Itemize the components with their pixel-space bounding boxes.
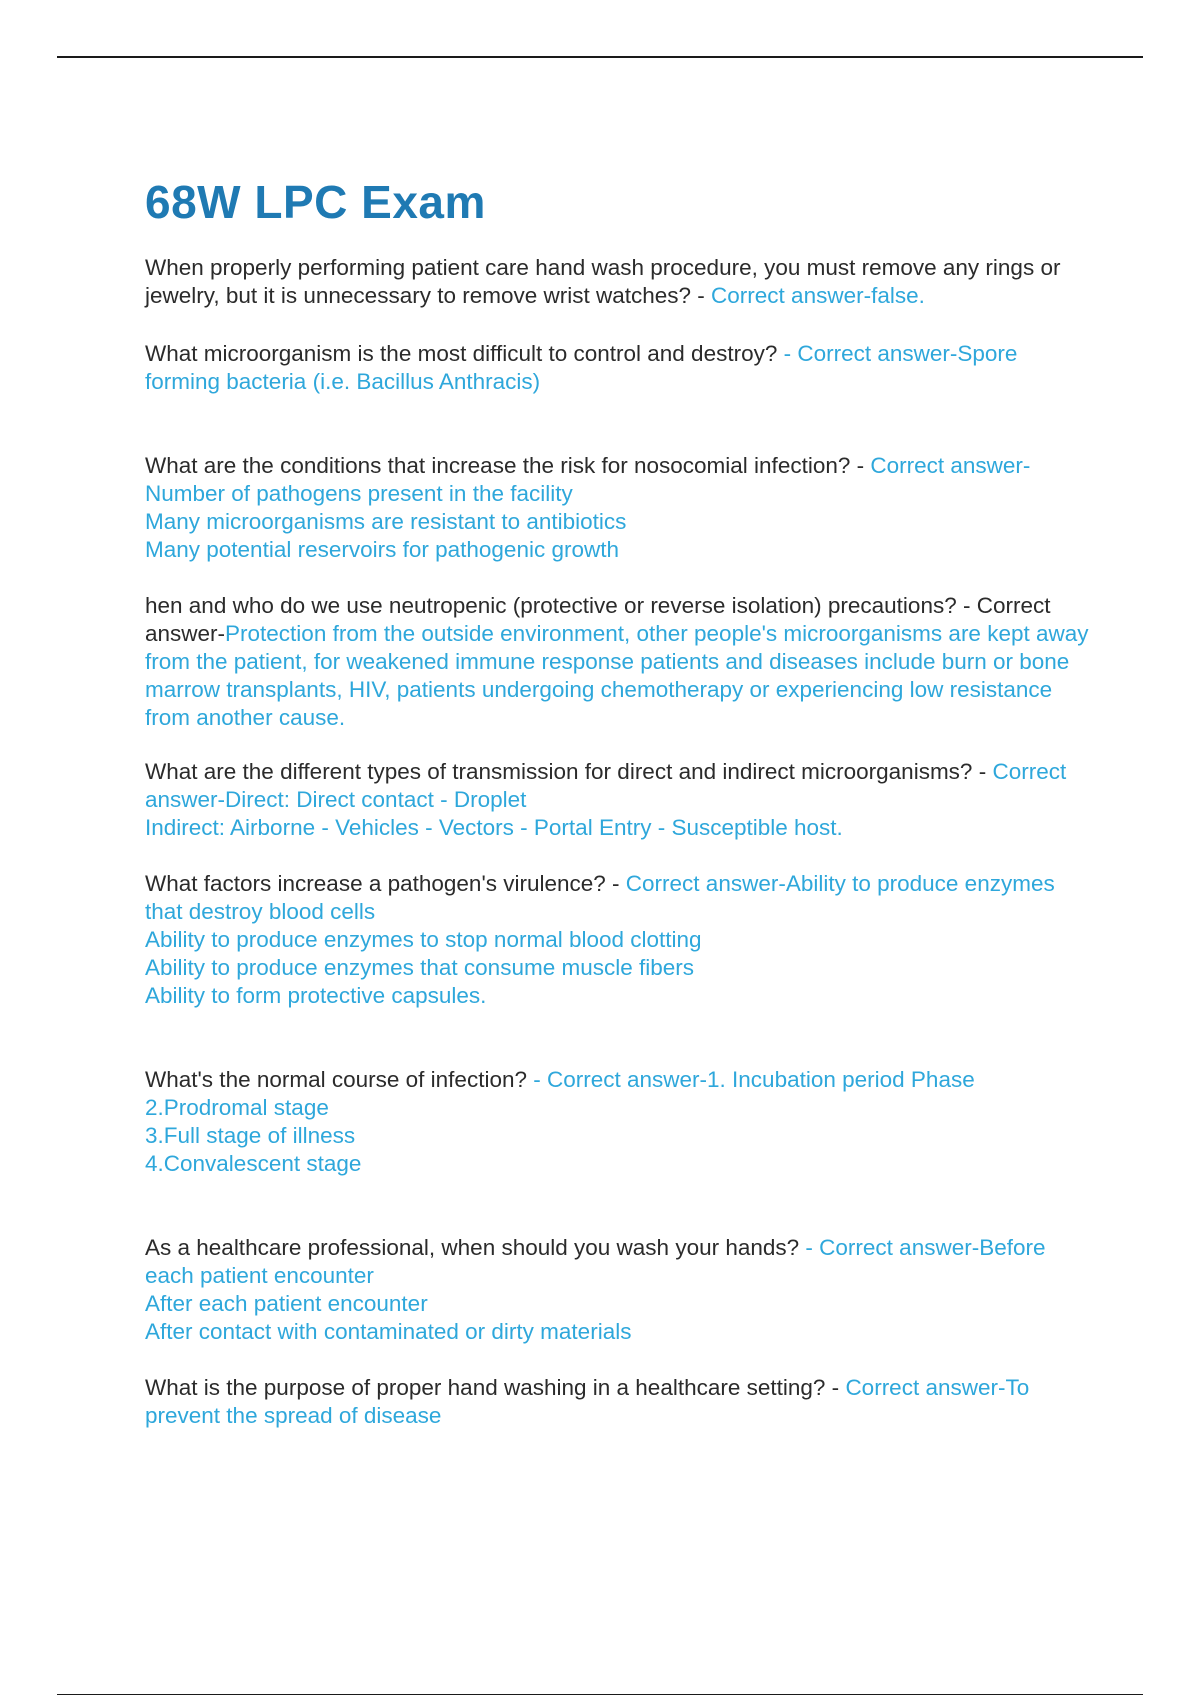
question-text: When properly performing patient care hand wash procedure, you must remove any rings or jewelry, but it is unnecessary to remove wrist watches? -	[145, 255, 1061, 308]
qa-item	[145, 1066, 1090, 1178]
answer-text: Correct answer-To prevent the spread of disease	[145, 1375, 1030, 1428]
bottom-rule	[57, 1694, 1143, 1695]
question-text: What factors increase a pathogen's virulence? -	[145, 871, 626, 896]
question-text: As a healthcare professional, when should you wash your hands?	[145, 1235, 806, 1260]
answer-line: After contact with contaminated or dirty materials	[145, 1319, 632, 1344]
document-title: 68W LPC Exam	[145, 176, 486, 228]
answer-line: Ability to produce enzymes that consume muscle fibers	[145, 955, 694, 980]
qa-item	[145, 592, 1090, 732]
answer-line: After each patient encounter	[145, 1291, 428, 1316]
answer-line: Ability to produce enzymes to stop normal blood clotting	[145, 927, 702, 952]
question-text: What's the normal course of infection?	[145, 1067, 534, 1092]
answer-line: Ability to form protective capsules.	[145, 983, 487, 1008]
question-text: What are the different types of transmission for direct and indirect microorganisms? -	[145, 759, 993, 784]
answer-line: Many microorganisms are resistant to antibiotics	[145, 509, 627, 534]
answer-line: 3.Full stage of illness	[145, 1123, 356, 1148]
answer-line: Indirect: Airborne - Vehicles - Vectors - Portal Entry - Susceptible host.	[145, 815, 843, 840]
qa-item	[145, 340, 1090, 396]
answer-text: - Correct answer-Before each patient encounter	[145, 1235, 1046, 1288]
answer-text: Correct answer-Ability to produce enzymes that destroy blood cells	[145, 871, 1055, 924]
answer-text: Correct answer-false.	[711, 283, 925, 308]
question-text: hen and who do we use neutropenic (protective or reverse isolation) precautions? - Correct answer-	[145, 593, 1051, 646]
question-text: What is the purpose of proper hand washing in a healthcare setting? -	[145, 1375, 846, 1400]
qa-item	[145, 254, 1090, 310]
answer-text: Correct answer-Direct: Direct contact - Droplet	[145, 759, 1067, 812]
answer-line: 2.Prodromal stage	[145, 1095, 329, 1120]
answer-text: Correct answer-Number of pathogens present in the facility	[145, 453, 1031, 506]
answer-line: Many potential reservoirs for pathogenic growth	[145, 537, 619, 562]
qa-item	[145, 758, 1090, 842]
answer-text: - Correct answer-1. Incubation period Phase	[533, 1067, 975, 1092]
qa-item	[145, 870, 1090, 1010]
top-rule	[57, 56, 1143, 58]
qa-item	[145, 452, 1090, 564]
qa-item	[145, 1234, 1090, 1346]
answer-text: - Correct answer-Spore forming bacteria (i.e. Bacillus Anthracis)	[145, 341, 1018, 394]
answer-text: Protection from the outside environment, other people's microorganisms are kept away from the patient, for weakened immune response patients and diseases include burn or bone marrow transplants, HIV, patients undergoing chemotherapy or experiencing low resistance from another cause.	[145, 621, 1089, 730]
qa-item	[145, 1374, 1090, 1430]
question-text: What microorganism is the most difficult to control and destroy?	[145, 341, 784, 366]
answer-line: 4.Convalescent stage	[145, 1151, 362, 1176]
question-text: What are the conditions that increase the risk for nosocomial infection? -	[145, 453, 871, 478]
